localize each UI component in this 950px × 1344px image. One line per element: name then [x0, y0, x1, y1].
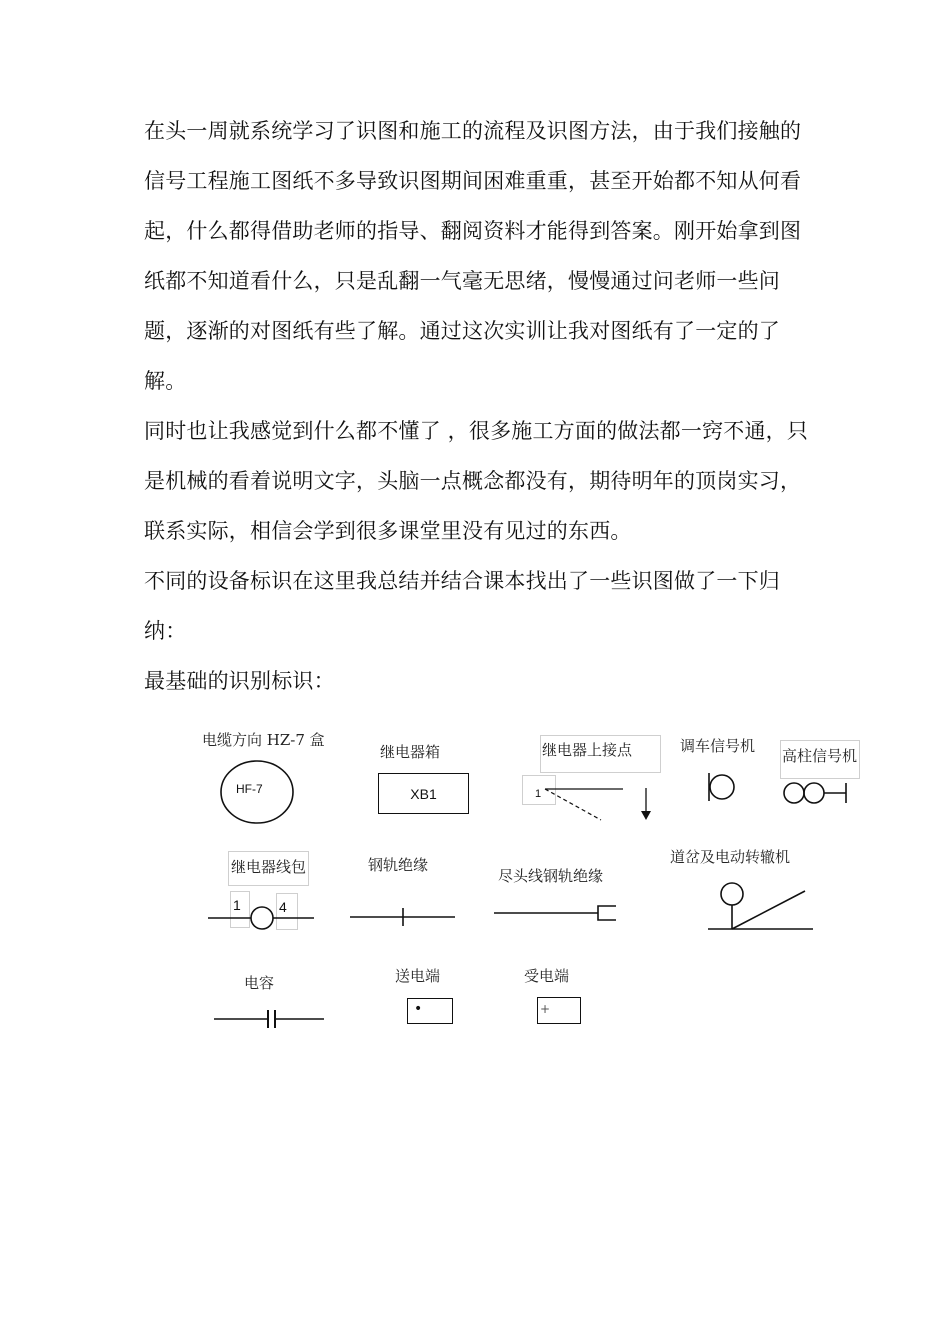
- receiving-end-label: 受电端: [524, 967, 570, 985]
- cable-box-inner-text: HF-7: [236, 782, 263, 796]
- shunting-signal-symbol: [705, 770, 745, 806]
- relay-coil-left-num: 1: [233, 897, 241, 913]
- high-signal-label: 高柱信号机: [780, 740, 860, 779]
- paragraph-3: 不同的设备标识在这里我总结并结合课本找出了一些识图做了一下归纳：: [144, 569, 780, 643]
- high-signal-lamp-2: [804, 783, 824, 803]
- relay-coil-right-num: 4: [279, 899, 287, 915]
- sending-end-label: 送电端: [395, 967, 441, 985]
- switch-machine-label: 道岔及电动转辙机: [670, 848, 791, 866]
- cable-box-label: 电缆方向 HZ-7 盒: [202, 731, 325, 749]
- relay-contact-dashed: [545, 789, 601, 820]
- relay-coil-symbol: [208, 903, 318, 933]
- receiving-end-box: [537, 997, 581, 1024]
- relay-contact-label: 继电器上接点: [540, 735, 661, 773]
- relay-box-inner-text: XB1: [410, 785, 437, 802]
- relay-contact-symbol: [535, 780, 655, 830]
- switch-machine-symbol: [707, 880, 817, 932]
- shunting-signal-lamp: [710, 775, 734, 799]
- paragraph-1: 在头一周就系统学习了识图和施工的流程及识图方法，由于我们接触的信号工程施工图纸不多导致识图期间困难重重，甚至开始都不知从何看起，什么都得借助老师的指导、翻阅资料才能得到答案。刚开始拿到图纸都不知道看什么，只是乱翻一气毫无思绪，慢慢通过问老师一些问题，逐渐的对图纸有些了解。通过这次实训让我对图纸有了一定的了解。: [144, 119, 802, 393]
- sending-end-box: [407, 998, 453, 1024]
- receiving-end-mark: +: [540, 1002, 551, 1016]
- high-signal-lamp-1: [784, 783, 804, 803]
- capacitor-symbol: [214, 1007, 329, 1031]
- paragraph-2: 同时也让我感觉到什么都不懂了 ，很多施工方面的做法都一窍不通，只是机械的看着说明文字，头脑一点概念都没有，期待明年的顶岗实习，联系实际，相信会学到很多课堂里没有见过的东西。: [144, 419, 809, 543]
- sending-end-mark: •: [414, 1001, 423, 1017]
- relay-box-label: 继电器箱: [380, 743, 441, 761]
- end-rail-insulation-label: 尽头线钢轨绝缘: [498, 867, 604, 885]
- high-signal-symbol: [780, 778, 850, 808]
- paragraph-4: 最基础的识别标识：: [144, 669, 335, 693]
- shunting-signal-label: 调车信号机: [680, 737, 756, 755]
- rail-insulation-symbol: [350, 905, 460, 929]
- capacitor-label: 电容: [244, 974, 275, 992]
- relay-contact-arrowhead: [641, 811, 651, 820]
- relay-box-rect: [378, 773, 469, 814]
- switch-machine-circle: [721, 883, 743, 905]
- relay-coil-circle: [251, 907, 273, 929]
- end-rail-insulation-symbol: [494, 902, 624, 926]
- relay-contact-number: 1: [535, 788, 542, 800]
- relay-coil-label: 继电器线包: [228, 851, 309, 886]
- rail-insulation-label: 钢轨绝缘: [368, 856, 429, 874]
- end-rail-insulation-stop: [598, 906, 616, 920]
